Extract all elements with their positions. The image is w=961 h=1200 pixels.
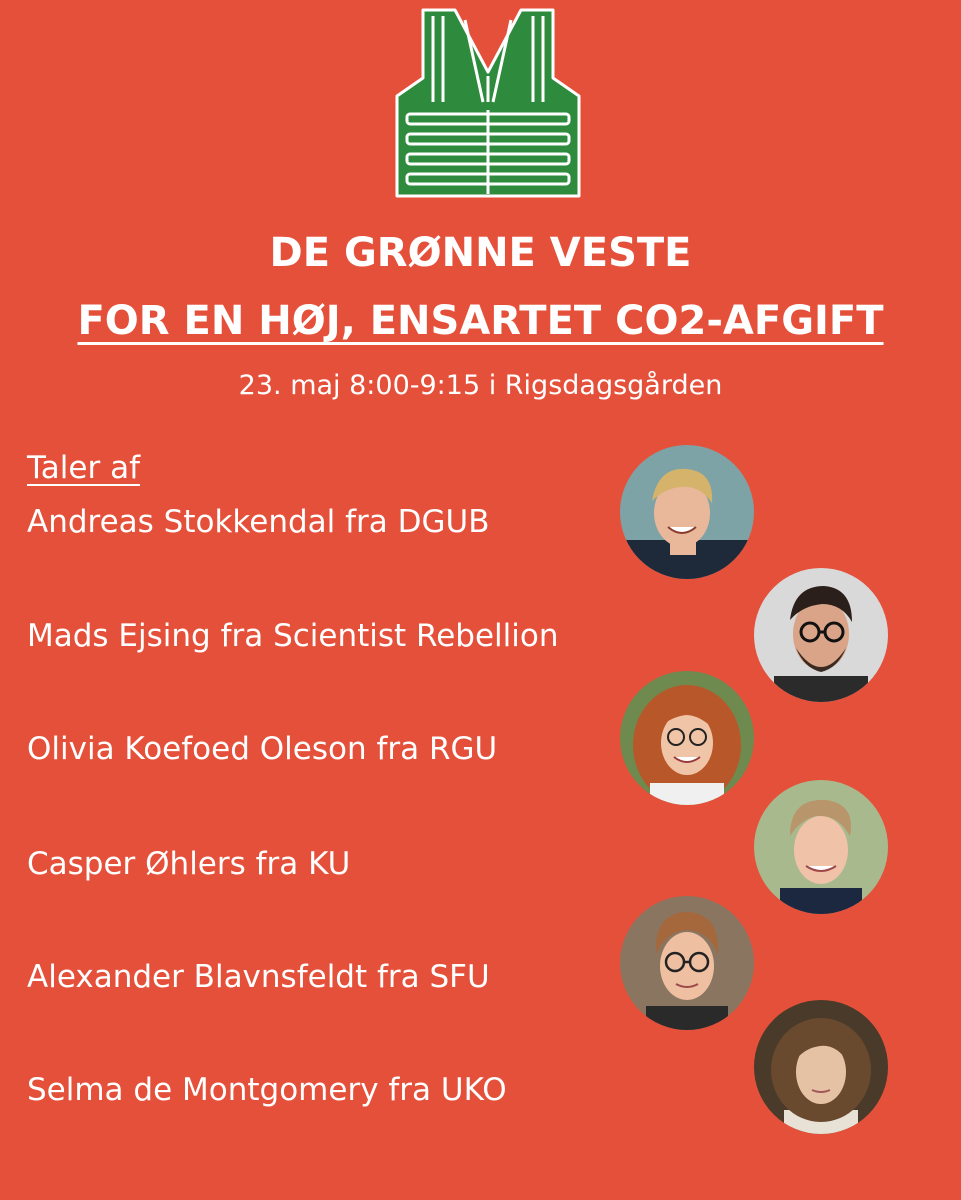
speaker-avatar [620, 896, 754, 1030]
speaker-avatar [620, 445, 754, 579]
speaker-item: Andreas Stokkendal fra DGUB [27, 504, 490, 540]
speaker-item: Casper Øhlers fra KU [27, 846, 351, 882]
speaker-avatar [754, 780, 888, 914]
speaker-item: Olivia Koefoed Oleson fra RGU [27, 731, 498, 767]
green-vest-logo [393, 6, 583, 198]
event-date: 23. maj 8:00-9:15 i Rigsdagsgården [238, 370, 723, 401]
speaker-item: Alexander Blavnsfeldt fra SFU [27, 959, 490, 995]
speaker-item: Selma de Montgomery fra UKO [27, 1072, 507, 1108]
event-title: DE GRØNNE VESTE [269, 230, 692, 276]
speaker-item: Mads Ejsing fra Scientist Rebellion [27, 618, 559, 654]
speaker-avatar [754, 568, 888, 702]
speaker-avatar [754, 1000, 888, 1134]
event-subtitle: FOR EN HØJ, ENSARTET CO2-AFGIFT [77, 298, 884, 344]
speakers-heading: Taler af [27, 450, 140, 486]
speaker-avatar [620, 671, 754, 805]
